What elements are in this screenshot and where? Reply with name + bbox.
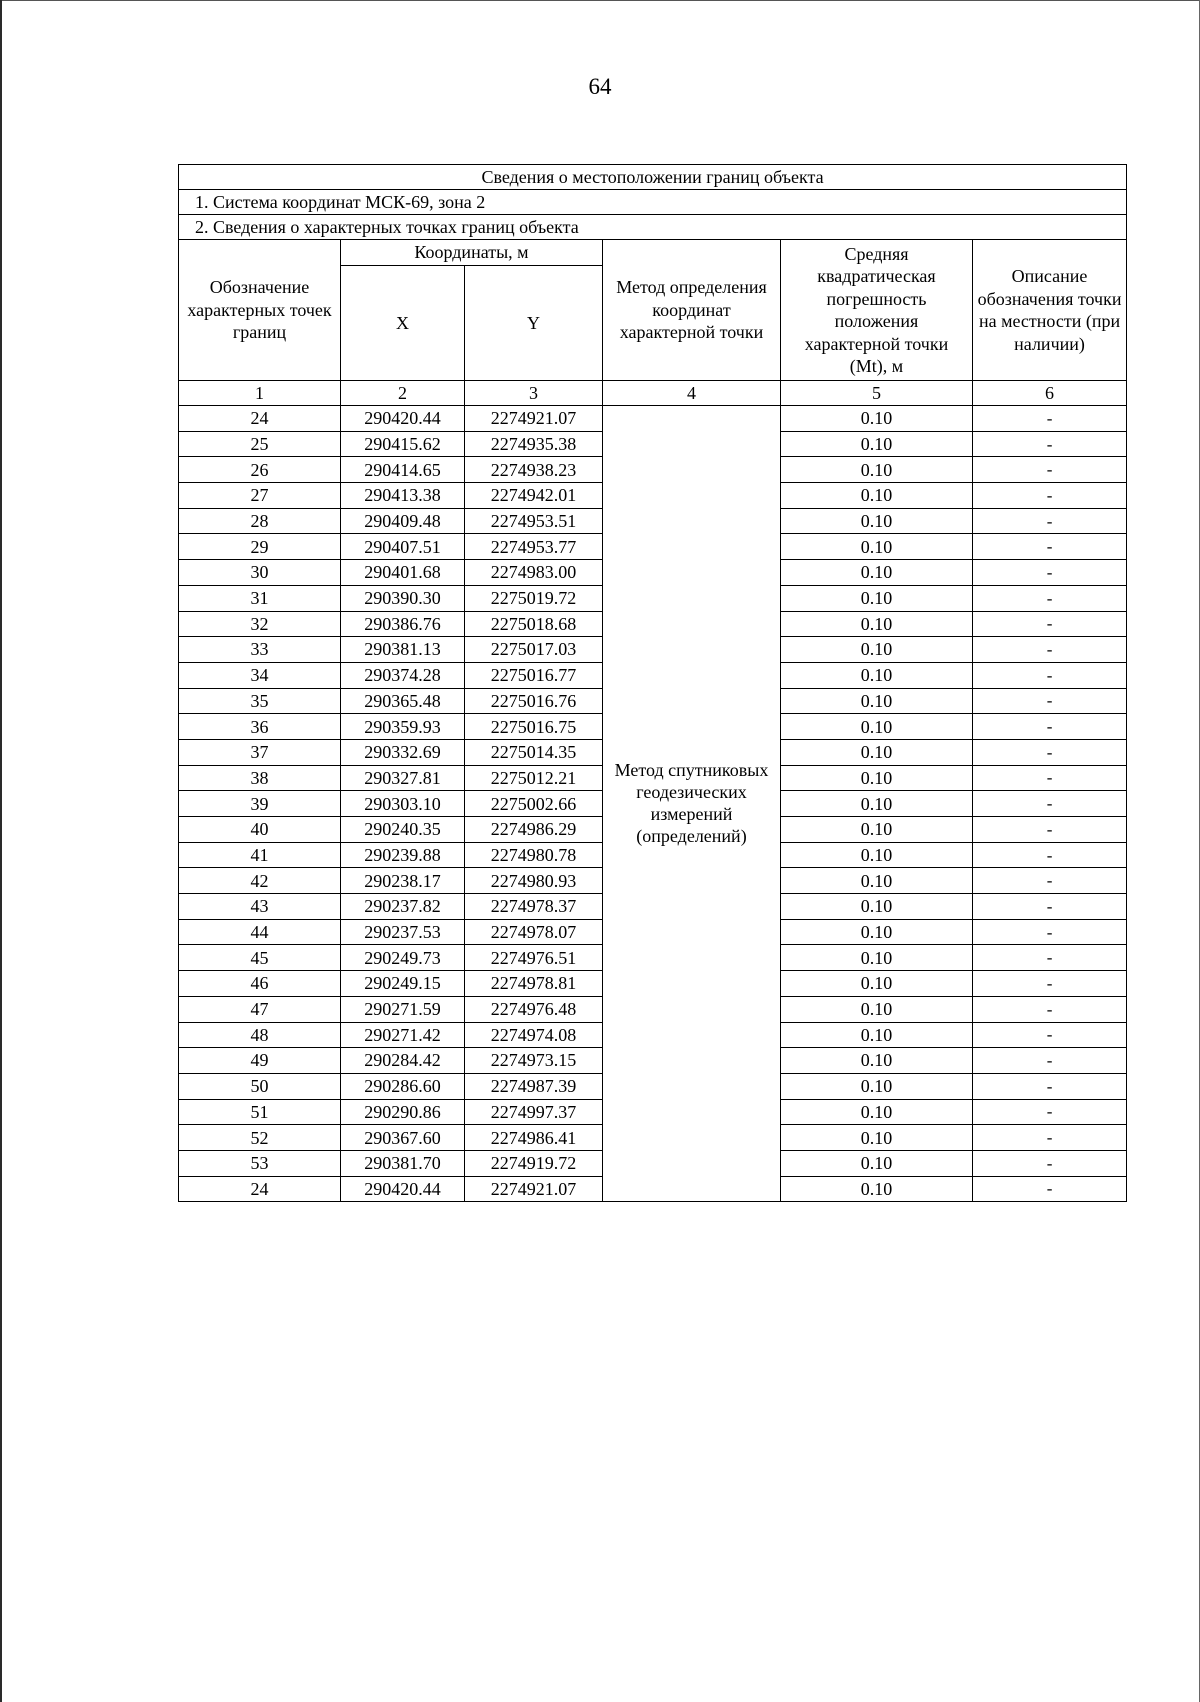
x-coordinate-cell: 290271.59 — [341, 996, 465, 1022]
page-number: 64 — [588, 74, 612, 99]
point-cell: 45 — [179, 945, 341, 971]
x-coordinate-cell: 290420.44 — [341, 406, 465, 432]
y-coordinate-cell: 2274973.15 — [465, 1048, 603, 1074]
description-cell: - — [973, 714, 1127, 740]
mt-error-cell: 0.10 — [781, 1099, 973, 1125]
column-number-6: 6 — [973, 381, 1127, 406]
point-cell: 50 — [179, 1073, 341, 1099]
x-coordinate-cell: 290249.73 — [341, 945, 465, 971]
description-cell: - — [973, 534, 1127, 560]
y-coordinate-cell: 2274978.81 — [465, 971, 603, 997]
y-coordinate-cell: 2274938.23 — [465, 457, 603, 483]
point-cell: 43 — [179, 894, 341, 920]
x-coordinate-cell: 290327.81 — [341, 765, 465, 791]
y-coordinate-cell: 2274953.51 — [465, 508, 603, 534]
point-cell: 30 — [179, 560, 341, 586]
y-coordinate-cell: 2274980.93 — [465, 868, 603, 894]
point-cell: 49 — [179, 1048, 341, 1074]
x-coordinate-cell: 290367.60 — [341, 1125, 465, 1151]
y-coordinate-cell: 2274921.07 — [465, 406, 603, 432]
mt-error-cell: 0.10 — [781, 714, 973, 740]
column-number-3: 3 — [465, 381, 603, 406]
mt-error-cell: 0.10 — [781, 662, 973, 688]
y-coordinate-cell: 2274976.51 — [465, 945, 603, 971]
mt-error-cell: 0.10 — [781, 406, 973, 432]
mt-error-cell: 0.10 — [781, 971, 973, 997]
method-cell: Метод спутниковых геодезических измерений (определений) — [603, 406, 781, 1202]
scan-edge-left — [0, 0, 2, 1702]
mt-error-cell: 0.10 — [781, 1048, 973, 1074]
header-y: Y — [465, 266, 603, 381]
description-cell: - — [973, 637, 1127, 663]
table-row — [179, 406, 1127, 432]
description-cell: - — [973, 611, 1127, 637]
mt-error-cell: 0.10 — [781, 534, 973, 560]
description-cell: - — [973, 739, 1127, 765]
x-coordinate-cell: 290374.28 — [341, 662, 465, 688]
x-coordinate-cell: 290359.93 — [341, 714, 465, 740]
description-cell: - — [973, 1022, 1127, 1048]
mt-error-cell: 0.10 — [781, 611, 973, 637]
description-cell: - — [973, 842, 1127, 868]
header-point-description: Описание обозначения точки на местности (при наличии) — [973, 240, 1127, 381]
y-coordinate-cell: 2275014.35 — [465, 739, 603, 765]
y-coordinate-cell: 2275016.75 — [465, 714, 603, 740]
x-coordinate-cell: 290284.42 — [341, 1048, 465, 1074]
x-coordinate-cell: 290303.10 — [341, 791, 465, 817]
mt-error-cell: 0.10 — [781, 894, 973, 920]
description-cell: - — [973, 996, 1127, 1022]
description-cell: - — [973, 1150, 1127, 1176]
x-coordinate-cell: 290413.38 — [341, 483, 465, 509]
description-cell: - — [973, 688, 1127, 714]
y-coordinate-cell: 2274921.07 — [465, 1176, 603, 1202]
point-cell: 26 — [179, 457, 341, 483]
mt-error-cell: 0.10 — [781, 688, 973, 714]
description-cell: - — [973, 406, 1127, 432]
column-number-5: 5 — [781, 381, 973, 406]
header-x: X — [341, 266, 465, 381]
mt-error-cell: 0.10 — [781, 868, 973, 894]
description-cell: - — [973, 662, 1127, 688]
point-cell: 35 — [179, 688, 341, 714]
description-cell: - — [973, 508, 1127, 534]
x-coordinate-cell: 290386.76 — [341, 611, 465, 637]
mt-error-cell: 0.10 — [781, 817, 973, 843]
description-cell: - — [973, 1073, 1127, 1099]
y-coordinate-cell: 2275018.68 — [465, 611, 603, 637]
x-coordinate-cell: 290365.48 — [341, 688, 465, 714]
x-coordinate-cell: 290415.62 — [341, 431, 465, 457]
header-mean-square-error: Средняя квадратическая погрешность положения характерной точки (Mt), м — [781, 240, 973, 381]
description-cell: - — [973, 791, 1127, 817]
description-cell: - — [973, 483, 1127, 509]
y-coordinate-cell: 2274974.08 — [465, 1022, 603, 1048]
y-coordinate-cell: 2275016.77 — [465, 662, 603, 688]
y-coordinate-cell: 2274976.48 — [465, 996, 603, 1022]
x-coordinate-cell: 290249.15 — [341, 971, 465, 997]
y-coordinate-cell: 2274986.41 — [465, 1125, 603, 1151]
description-cell: - — [973, 971, 1127, 997]
y-coordinate-cell: 2274983.00 — [465, 560, 603, 586]
x-coordinate-cell: 290390.30 — [341, 585, 465, 611]
mt-error-cell: 0.10 — [781, 637, 973, 663]
x-coordinate-cell: 290239.88 — [341, 842, 465, 868]
point-cell: 31 — [179, 585, 341, 611]
mt-error-cell: 0.10 — [781, 585, 973, 611]
y-coordinate-cell: 2274980.78 — [465, 842, 603, 868]
point-cell: 28 — [179, 508, 341, 534]
x-coordinate-cell: 290290.86 — [341, 1099, 465, 1125]
description-cell: - — [973, 1176, 1127, 1202]
coordinate-system-line: 1. Система координат МСК-69, зона 2 — [179, 190, 1127, 215]
mt-error-cell: 0.10 — [781, 1022, 973, 1048]
description-cell: - — [973, 1048, 1127, 1074]
y-coordinate-cell: 2275019.72 — [465, 585, 603, 611]
point-cell: 33 — [179, 637, 341, 663]
column-number-4: 4 — [603, 381, 781, 406]
y-coordinate-cell: 2275017.03 — [465, 637, 603, 663]
y-coordinate-cell: 2274997.37 — [465, 1099, 603, 1125]
x-coordinate-cell: 290240.35 — [341, 817, 465, 843]
y-coordinate-cell: 2275012.21 — [465, 765, 603, 791]
point-cell: 42 — [179, 868, 341, 894]
y-coordinate-cell: 2274919.72 — [465, 1150, 603, 1176]
y-coordinate-cell: 2274942.01 — [465, 483, 603, 509]
description-cell: - — [973, 431, 1127, 457]
point-cell: 41 — [179, 842, 341, 868]
description-cell: - — [973, 919, 1127, 945]
description-cell: - — [973, 868, 1127, 894]
y-coordinate-cell: 2274978.37 — [465, 894, 603, 920]
mt-error-cell: 0.10 — [781, 431, 973, 457]
y-coordinate-cell: 2274987.39 — [465, 1073, 603, 1099]
x-coordinate-cell: 290286.60 — [341, 1073, 465, 1099]
point-cell: 53 — [179, 1150, 341, 1176]
description-cell: - — [973, 765, 1127, 791]
y-coordinate-cell: 2274978.07 — [465, 919, 603, 945]
description-cell: - — [973, 817, 1127, 843]
point-cell: 38 — [179, 765, 341, 791]
mt-error-cell: 0.10 — [781, 483, 973, 509]
header-method: Метод определения координат характерной точки — [603, 240, 781, 381]
mt-error-cell: 0.10 — [781, 919, 973, 945]
mt-error-cell: 0.10 — [781, 791, 973, 817]
x-coordinate-cell: 290409.48 — [341, 508, 465, 534]
description-cell: - — [973, 457, 1127, 483]
boundary-points-table — [178, 164, 1127, 1202]
characteristic-points-line: 2. Сведения о характерных точках границ объекта — [179, 215, 1127, 240]
header-coordinates: Координаты, м — [341, 240, 603, 266]
x-coordinate-cell: 290381.13 — [341, 637, 465, 663]
point-cell: 36 — [179, 714, 341, 740]
mt-error-cell: 0.10 — [781, 739, 973, 765]
mt-error-cell: 0.10 — [781, 996, 973, 1022]
x-coordinate-cell: 290237.82 — [341, 894, 465, 920]
x-coordinate-cell: 290381.70 — [341, 1150, 465, 1176]
y-coordinate-cell: 2275016.76 — [465, 688, 603, 714]
description-cell: - — [973, 560, 1127, 586]
mt-error-cell: 0.10 — [781, 1125, 973, 1151]
description-cell: - — [973, 1099, 1127, 1125]
table-title: Сведения о местоположении границ объекта — [179, 165, 1127, 190]
point-cell: 24 — [179, 1176, 341, 1202]
mt-error-cell: 0.10 — [781, 842, 973, 868]
description-cell: - — [973, 945, 1127, 971]
point-cell: 47 — [179, 996, 341, 1022]
point-cell: 51 — [179, 1099, 341, 1125]
point-cell: 25 — [179, 431, 341, 457]
mt-error-cell: 0.10 — [781, 560, 973, 586]
point-cell: 39 — [179, 791, 341, 817]
column-number-2: 2 — [341, 381, 465, 406]
mt-error-cell: 0.10 — [781, 1150, 973, 1176]
mt-error-cell: 0.10 — [781, 1073, 973, 1099]
point-cell: 32 — [179, 611, 341, 637]
mt-error-cell: 0.10 — [781, 508, 973, 534]
y-coordinate-cell: 2274986.29 — [465, 817, 603, 843]
description-cell: - — [973, 585, 1127, 611]
y-coordinate-cell: 2275002.66 — [465, 791, 603, 817]
point-cell: 44 — [179, 919, 341, 945]
x-coordinate-cell: 290420.44 — [341, 1176, 465, 1202]
y-coordinate-cell: 2274953.77 — [465, 534, 603, 560]
x-coordinate-cell: 290237.53 — [341, 919, 465, 945]
point-cell: 27 — [179, 483, 341, 509]
point-cell: 29 — [179, 534, 341, 560]
x-coordinate-cell: 290407.51 — [341, 534, 465, 560]
header-designation: Обозначение характерных точек границ — [179, 240, 341, 381]
description-cell: - — [973, 1125, 1127, 1151]
point-cell: 52 — [179, 1125, 341, 1151]
point-cell: 40 — [179, 817, 341, 843]
mt-error-cell: 0.10 — [781, 457, 973, 483]
description-cell: - — [973, 894, 1127, 920]
column-number-1: 1 — [179, 381, 341, 406]
x-coordinate-cell: 290271.42 — [341, 1022, 465, 1048]
point-cell: 37 — [179, 739, 341, 765]
mt-error-cell: 0.10 — [781, 765, 973, 791]
scan-edge-top — [0, 0, 1200, 1]
point-cell: 48 — [179, 1022, 341, 1048]
point-cell: 46 — [179, 971, 341, 997]
x-coordinate-cell: 290401.68 — [341, 560, 465, 586]
x-coordinate-cell: 290238.17 — [341, 868, 465, 894]
y-coordinate-cell: 2274935.38 — [465, 431, 603, 457]
point-cell: 24 — [179, 406, 341, 432]
mt-error-cell: 0.10 — [781, 1176, 973, 1202]
mt-error-cell: 0.10 — [781, 945, 973, 971]
x-coordinate-cell: 290414.65 — [341, 457, 465, 483]
x-coordinate-cell: 290332.69 — [341, 739, 465, 765]
point-cell: 34 — [179, 662, 341, 688]
